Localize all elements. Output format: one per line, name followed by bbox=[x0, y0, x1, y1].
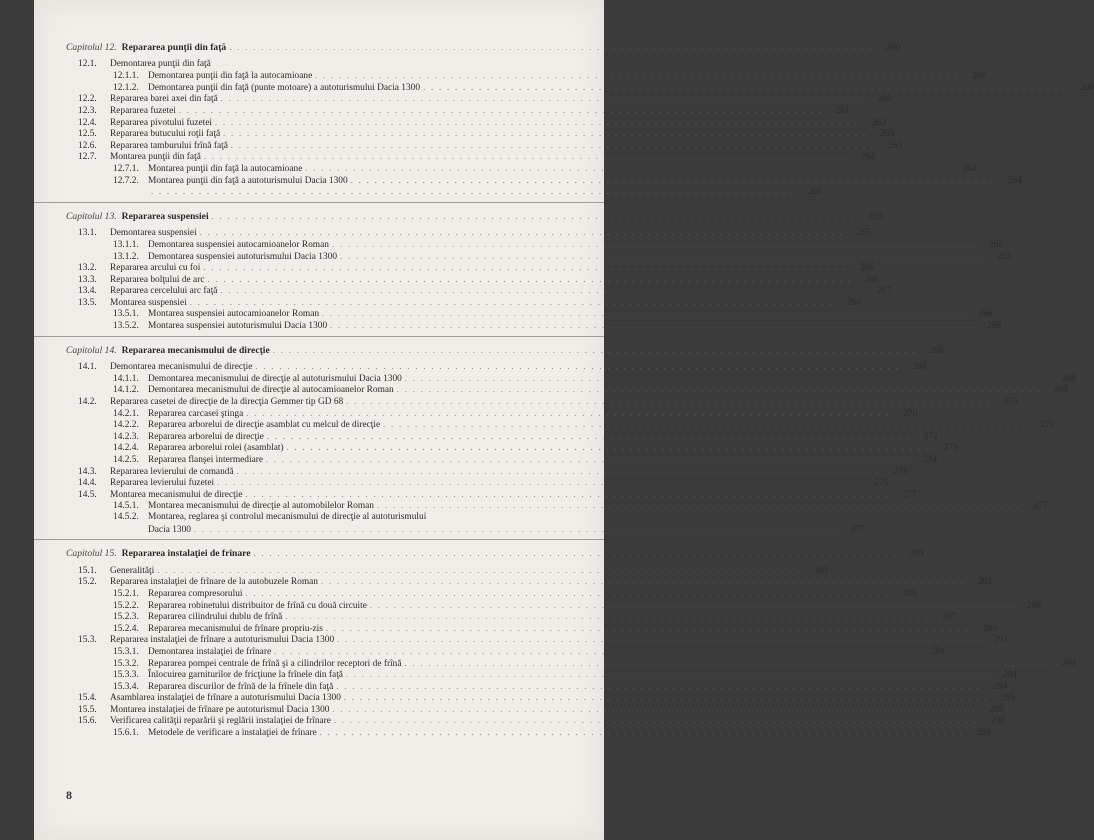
toc-subsection-entry bbox=[34, 727, 991, 739]
leader-dots: . . . . . . . . . . . . . . . . . . . . . . . . . . . . . . . . . . . . . . . . . . . . . . . . . . . . . . . . . . . . . . . . . . . . . . . . . . . . . . . . . bbox=[178, 105, 823, 115]
leader-dots: . . . . . . . . . . . . . . . . . . . . . . . . . . . . . . . . . . . . . . . . . . . . . . . . . . . . . . . . . . . . . . . . . . . . . . . . . . . . . . . . . bbox=[336, 681, 981, 691]
entry-number: 15.5. bbox=[78, 704, 97, 715]
entry-page: 273 bbox=[943, 443, 958, 454]
leader-dots: . . . . . . . . . . . . . . . . . . . . . . . . . . . . . . . . . . . . . . . . . . . . . . . . . . . . . . . . . . . . . . . . . . . . . . . . . . . . . . . . . bbox=[266, 431, 911, 441]
entry-page: 283 bbox=[977, 577, 992, 588]
table-of-contents bbox=[34, 40, 1094, 743]
entry-title: Repararea carcasei ştinga bbox=[148, 408, 244, 419]
entry-number: 13.2. bbox=[78, 263, 97, 274]
leader-dots: . . . . . . . . . . . . . . . . . . . . . . . . . . . . . . . . . . . . . . . . . . . . . . . . . . . . . . . . . . . . . . . . . . . . . . . . . . . . . . . . . bbox=[330, 321, 975, 331]
chapter-title: Repararea instalaţiei de frînare bbox=[121, 548, 251, 560]
entry-page: 271 bbox=[1040, 420, 1055, 431]
leader-dots: . . . . . . . . . . . . . . . . . . . . . . . . . . . . . . . . . . . . . . . . . . . . . . . . . . . . . . . . . . . . . . . . . . . . . . . . . . . . . . . . . bbox=[305, 163, 950, 173]
toc-subsection-entry bbox=[34, 600, 1041, 612]
entry-title: Demontarea mecanismului de direcţie al autocamioanelor Roman bbox=[148, 385, 394, 396]
entry-title: Înlocuirea garniturilor de fricţiune la frînele din faţă bbox=[148, 670, 343, 681]
toc-section-entry bbox=[34, 396, 1018, 408]
entry-title: Repararea arborelui rolei (asamblat) bbox=[148, 443, 284, 454]
entry-page: 272 bbox=[923, 431, 938, 442]
entry-title: Repararea discurilor de frînă de la frînele din faţă bbox=[148, 681, 334, 692]
toc-section-entry bbox=[34, 297, 861, 309]
leader-dots: . . . . . . . . . . . . . . . . . . . . . . . . . . . . . . . . . . . . . . . . . . . . . . . . . . . . . . . . . . . . . . . . . . . . . . . . . . . . . . . . . bbox=[350, 175, 995, 185]
entry-page: 267 bbox=[877, 286, 892, 297]
chapter-heading bbox=[34, 344, 944, 357]
entry-number: 12.7. bbox=[78, 152, 97, 163]
entry-page: 276 bbox=[874, 478, 889, 489]
toc-subsection-entry bbox=[34, 431, 938, 443]
entry-number: 15.2.3. bbox=[113, 612, 139, 623]
entry-title: Repararea levierului de comandă bbox=[110, 466, 234, 477]
leader-dots: . . . . . . . . . . . . . . . . . . . . . . . . . . . . . . . . . . . . . . . . . . . . . . . . . . . . . . . . . . . . . . . . . . . . . . . . . . . . . . . . . bbox=[203, 152, 848, 162]
chapter-heading bbox=[34, 548, 925, 560]
leader-dots: . . . . . . . . . . . . . . . . . . . . . . . . . . . . . . . . . . . . . . . . . . . . . . . . . . . . . . . . . . . . . . . . . . . . . . . . . . . . . . . . . bbox=[255, 362, 900, 372]
entry-number: 13.5.2. bbox=[113, 321, 139, 332]
entry-title: Demontarea punţii din faţă (punte motoare) a autoturismului Dacia 1300 bbox=[148, 82, 421, 93]
chapter-label: Capitolul 12. bbox=[66, 42, 117, 53]
book-page bbox=[34, 0, 1094, 840]
entry-page: 268 bbox=[846, 297, 861, 308]
chapter-section bbox=[34, 548, 1076, 743]
entry-number: 12.3. bbox=[78, 105, 97, 116]
leader-dots: . . . . . . . . . . . . . . . . . . . . . . . . . . . . . . . . . . . . . . . . . . . . . . . . . . . . . . . . . . . . . . . . . . . . . . . . . . . . . . . . . bbox=[253, 549, 898, 559]
entry-number: 13.1.1. bbox=[113, 239, 139, 250]
entry-number: 14.3. bbox=[78, 466, 97, 477]
entry-title: Repararea cilindrului dublu de frînă bbox=[148, 612, 283, 623]
entry-page: 283 bbox=[902, 588, 917, 599]
entry-number: 12.2. bbox=[78, 94, 97, 105]
toc-section-entry bbox=[34, 361, 927, 373]
toc-subsection-entry bbox=[34, 512, 604, 524]
leader-dots: . . . . . . . . . . . . . . . . . . . . . . . . . . . . . . . . . . . . . . . . . . . . . . . . . . . . . . . . . . . . . . . . . . . . . . . . . . . . . . . . . bbox=[230, 140, 875, 150]
chapter-section bbox=[34, 344, 1076, 541]
entry-page: 268 bbox=[912, 362, 927, 373]
entry-title: Montarea punţii din faţă bbox=[110, 152, 201, 163]
entry-page: 286 bbox=[1026, 600, 1041, 611]
toc-subsection-entry bbox=[34, 384, 1068, 396]
toc-subsection-entry bbox=[34, 500, 1048, 512]
entry-page: 260 bbox=[972, 71, 987, 82]
chapter-title: Repararea punţii din faţă bbox=[121, 42, 227, 53]
entry-number: 13.3. bbox=[78, 274, 97, 285]
entry-page: 268 bbox=[978, 309, 994, 320]
leader-dots: . . . . . . . . . . . . . . . . . . . . . . . . . . . . . . . . . . . . . . . . . . . . . . . . . . . . . . . . . . . . . . . . . . . . . . . . . . . . . . . . . bbox=[322, 309, 967, 319]
entry-number: 15.3.3. bbox=[113, 670, 139, 681]
entry-title: Montarea suspensiei autocamioanelor Roman bbox=[148, 309, 320, 320]
entry-title: Repararea robinetului distribuitor de frînă cu două circuite bbox=[148, 600, 367, 611]
entry-title: Dacia 1300 bbox=[148, 524, 191, 535]
entry-number: 14.2.4. bbox=[113, 443, 139, 454]
leader-dots: . . . . . . . . . . . . . . . . . . . . . . . . . . . . . . . . . . . . . . . . . . . . . . . . . . . . . . . . . . . . . . . . . . . . . . . . . . . . . . . . . bbox=[337, 635, 982, 645]
toc-subsection-entry bbox=[34, 419, 1055, 431]
entry-page: 263 bbox=[880, 129, 895, 140]
toc-section-entry bbox=[34, 227, 871, 239]
entry-title: Repararea compresorului bbox=[148, 588, 243, 599]
toc-subsection-entry bbox=[34, 611, 957, 623]
entry-page: 281 bbox=[814, 565, 829, 576]
entry-page: 260 bbox=[877, 94, 892, 105]
entry-number: 12.5. bbox=[78, 129, 97, 140]
toc-subsection-entry bbox=[34, 442, 958, 454]
entry-title: Montarea suspensiei bbox=[110, 297, 187, 308]
toc-section-entry bbox=[34, 128, 895, 140]
entry-number: 15.3.4. bbox=[113, 681, 139, 692]
entry-page: 298 bbox=[990, 716, 1005, 727]
toc-section-entry bbox=[34, 692, 1015, 704]
leader-dots: . . . . . . . . . . . . . . . . . . . . . . . . . . . . . . . . . . . . . . . . . . . . . . . . . . . . . . . . . . . . . . . . . . . . . . . . . . . . . . . . . bbox=[199, 228, 844, 238]
toc-subsection-entry bbox=[34, 588, 917, 600]
toc-section-entry bbox=[34, 466, 908, 478]
entry-title: Repararea instalaţiei de frînare a autoturismului Dacia 1300 bbox=[110, 635, 335, 646]
leader-dots: . . . . . . . . . . . . . . . . . . . . . . . . . . . . . . . . . . . . . . . . . . . . . . . . . . . . . . . . . . . . . . . . . . . . . . . . . . . . . . . . . bbox=[193, 524, 838, 534]
toc-section-entry bbox=[34, 93, 892, 105]
entry-number: 14.1.1. bbox=[113, 373, 139, 384]
chapter-heading bbox=[34, 210, 883, 223]
entry-page: 264 bbox=[860, 152, 875, 163]
chapter-page: 260 bbox=[885, 42, 901, 53]
entry-title: Demontarea instalaţiei de frînare bbox=[148, 646, 272, 657]
entry-title: Repararea arcului cu foi bbox=[110, 263, 201, 274]
toc-section-entry bbox=[34, 262, 875, 274]
entry-title: Repararea flanşei intermediare bbox=[148, 455, 264, 465]
entry-page: 291 bbox=[994, 635, 1009, 646]
chapter-page: 281 bbox=[910, 548, 925, 560]
entry-page: 294 bbox=[1002, 670, 1017, 681]
toc-section-entry bbox=[34, 151, 875, 163]
leader-dots: . . . . . . . . . . . . . . . . . . . . . . . . . . . . . . . . . . . . . . . . . . . . . . . . . . . . . . . . . . . . . . . . . . . . . . . . . . . . . . . . . bbox=[345, 670, 990, 680]
entry-title: Demontarea mecanismului de direcţie al autoturismului Dacia 1300 bbox=[148, 373, 402, 384]
entry-page: 263 bbox=[887, 140, 902, 151]
leader-dots: . . . . . . . . . . . . . . . . . . . . . . . . . . . . . . . . . . . . . . . . . . . . . . . . . . . . . . . . . . . . . . . . . . . . . . . . . . . . . . . . . bbox=[223, 129, 868, 139]
entry-title: Montarea punţii din faţă a autoturismului Dacia 1300 bbox=[148, 175, 348, 186]
toc-subsection-entry bbox=[34, 251, 1012, 263]
entry-number: 13.5.1. bbox=[113, 309, 139, 320]
leader-dots: . . . . . . . . . . . . . . . . . . . . . . . . . . . . . . . . . . . . . . . . . . . . . . . . . . . . . . . . . . . . . . . . . . . . . . . . . . . . . . . . . bbox=[315, 71, 960, 81]
entry-title: Demontarea mecanismului de direcţie bbox=[110, 362, 253, 373]
entry-number: 15.2. bbox=[78, 577, 97, 588]
toc-subsection-entry bbox=[34, 646, 946, 658]
entry-number: 15.3.2. bbox=[113, 658, 139, 669]
entry-page: 295 bbox=[989, 704, 1004, 715]
leader-dots: . . . . . . . . . . . . . . . . . . . . . . . . . . . . . . . . . . . . . . . . . . . . . . . . . . . . . . . . . . . . . . . . . . . . . . . . . . . . . . . . . bbox=[207, 274, 852, 284]
entry-number: 12.1. bbox=[78, 58, 97, 69]
leader-dots: . . . . . . . . . . . . . . . . . . . . . . . . . . . . . . . . . . . . . . . . . . . . . . . . . . . . . . . . . . . . . . . . . . . . . . . . . . . . . . . . . bbox=[215, 117, 860, 127]
toc-subsection-entry bbox=[34, 163, 977, 175]
entry-title: Repararea levierului fuzetei bbox=[110, 478, 215, 489]
entry-title: Demontarea suspensiei autoturismului Dacia 1300 bbox=[148, 251, 338, 262]
entry-title: Demontarea punţii din faţă bbox=[110, 58, 211, 69]
entry-page: 287 bbox=[942, 612, 957, 623]
toc-section-entry bbox=[34, 634, 1009, 646]
entry-number: 15.3. bbox=[78, 635, 97, 646]
toc-section-entry bbox=[34, 715, 1005, 727]
entry-page: 266 bbox=[864, 274, 879, 285]
leader-dots: . . . . . . . . . . . . . . . . . . . . . . . . . . . . . . . . . . . . . . . . . . . . . . . . . . . . . . . . . . . . . . . . . . . . . . . . . . . . . . . . . bbox=[236, 466, 881, 476]
entry-title: Metodele de verificare a instalaţiei de frînare bbox=[148, 728, 317, 739]
entry-number: 14.2.3. bbox=[113, 431, 139, 442]
entry-page: 268 bbox=[987, 321, 1002, 332]
entry-title: Repararea barei axei din faţă bbox=[110, 94, 218, 105]
entry-number: 14.4. bbox=[78, 478, 97, 489]
leader-dots: . . . . . . . . . . . . . . . . . . . . . . . . . . . . . . . . . . . . . . . . . . . . . . . . . . . . . . . . . . . . . . . . . . . . . . . . . . . . . . . . . bbox=[151, 187, 795, 197]
toc-subsection-entry bbox=[34, 658, 1076, 670]
chapter-label: Capitolul 15. bbox=[66, 548, 117, 560]
entry-number: 12.1.1. bbox=[113, 71, 139, 82]
entry-page: 294 bbox=[993, 681, 1008, 692]
chapter-label: Capitolul 13. bbox=[66, 210, 117, 222]
leader-dots: . . . . . . . . . . . . . . . . . . . . . . . . . . . . . . . . . . . . . . . . . . . . . . . . . . . . . . . . . . . . . . . . . . . . . . . . . . . . . . . . . bbox=[376, 501, 1021, 511]
entry-page: 266 bbox=[860, 263, 875, 274]
toc-section-entry bbox=[34, 565, 829, 577]
entry-number: 12.4. bbox=[78, 117, 97, 128]
entry-number: 15.2.1. bbox=[113, 588, 139, 599]
toc-subsection-entry bbox=[34, 82, 1094, 94]
leader-dots: . . . . . . . . . . . . . . . . . . . . . . . . . . . . . . . . . . . . . . . . . . . . . . . . . . . . . . . . . . . . . . . . . . . . . . . . . . . . . . . . . bbox=[217, 478, 862, 488]
entry-page: 274 bbox=[922, 455, 938, 465]
leader-dots: . . . . . . . . . . . . . . . . . . . . . . . . . . . . . . . . . . . . . . . . . . . . . . . . . . . . . . . . . . . . . . . . . . . . . . . . . . . . . . . . . bbox=[220, 94, 865, 104]
leader-dots: . . . . . . . . . . . . . . . . . . . . . . . . . . . . . . . . . . . . . . . . . . . . . . . . . . . . . . . . . . . . . . . . . . . . . . . . . . . . . . . . . bbox=[203, 263, 848, 273]
leader-dots: . . . . . . . . . . . . . . . . . . . . . . . . . . . . . . . . . . . . . . . . . . . . . . . . . . . . . . . . . . . . . . . . . . . . . . . . . . . . . . . . . bbox=[396, 385, 1041, 395]
toc-subsection-entry bbox=[34, 669, 1017, 681]
entry-number: 14.1.2. bbox=[113, 385, 139, 396]
entry-title: Repararea mecanismului de frînare propriu-zis bbox=[148, 623, 323, 634]
leader-dots: . . . . . . . . . . . . . . . . . . . . . . . . . . . . . . . . . . . . . . . . . . . . . . . . . . . . . . . . . . . . . . . . . . . . . . . . . . . . . . . . . bbox=[246, 408, 891, 418]
entry-title: Demontarea suspensiei autocamioanelor Roman bbox=[148, 239, 329, 250]
entry-title: Demontarea punţii din faţă la autocamioane bbox=[148, 71, 313, 82]
entry-page: 295 bbox=[1000, 693, 1015, 704]
entry-number: 14.2.2. bbox=[113, 420, 139, 431]
leader-dots: . . . . . . . . . . . . . . . . . . . . . . . . . . . . . . . . . . . . . . . . . . . . . . . . . . . . . . . . . . . . . . . . . . . . . . . . . . . . . . . . . bbox=[220, 286, 865, 296]
entry-title: Repararea fuzetei bbox=[110, 105, 176, 116]
toc-subsection-entry bbox=[34, 373, 1076, 385]
entry-page: 277 bbox=[850, 524, 865, 535]
leader-dots: . . . . . . . . . . . . . . . . . . . . . . . . . . . . . . . . . . . . . . . . . . . . . . . . . . . . . . . . . . . . . . . . . . . . . . . . . . . . . . . . . bbox=[245, 588, 890, 598]
leader-dots: . . . . . . . . . . . . . . . . . . . . . . . . . . . . . . . . . . . . . . . . . . . . . . . . . . . . . . . . . . . . . . . . . . . . . . . . . . . . . . . . . bbox=[286, 443, 931, 453]
entry-page: 260 bbox=[1080, 82, 1094, 93]
leader-dots: . . . . . . . . . . . . . . . . . . . . . . . . . . . . . . . . . . . . . . . . . . . . . . . . . . . . . . . . . . . . . . . . . . . . . . . . . . . . . . . . . bbox=[404, 658, 1049, 668]
toc-section-entry bbox=[34, 59, 604, 71]
leader-dots: . . . . . . . . . . . . . . . . . . . . . . . . . . . . . . . . . . . . . . . . . . . . . . . . . . . . . . . . . . . . . . . . . . . . . . . . . . . . . . . . . bbox=[343, 693, 988, 703]
chapter-section bbox=[34, 210, 1012, 337]
entry-title: Repararea tamburului frînă faţă bbox=[110, 140, 228, 151]
entry-number: 12.7.2. bbox=[113, 175, 139, 186]
toc-subsection-entry bbox=[34, 681, 1008, 693]
entry-number: 13.5. bbox=[78, 297, 97, 308]
entry-page: 270 bbox=[1003, 397, 1018, 408]
entry-page: 264 bbox=[1007, 175, 1022, 186]
entry-number: 14.5. bbox=[78, 489, 97, 500]
entry-title: Repararea arborelui de direcţie asamblat cu melcul de direcţie bbox=[148, 420, 381, 431]
toc-subsection-entry bbox=[34, 186, 822, 198]
toc-subsection-entry bbox=[34, 70, 987, 82]
toc-section-entry bbox=[34, 576, 992, 588]
entry-number: 15.2.2. bbox=[113, 600, 139, 611]
chapter-section bbox=[34, 42, 1094, 203]
entry-number: 15.6. bbox=[78, 716, 97, 727]
toc-section-entry bbox=[34, 105, 850, 117]
leader-dots: . . . . . . . . . . . . . . . . . . . . . . . . . . . . . . . . . . . . . . . . . . . . . . . . . . . . . . . . . . . . . . . . . . . . . . . . . . . . . . . . . bbox=[272, 345, 917, 355]
toc-section-entry bbox=[34, 140, 902, 152]
leader-dots: . . . . . . . . . . . . . . . . . . . . . . . . . . . . . . . . . . . . . . . . . . . . . . . . . . . . . . . . . . . . . . . . . . . . . . . . . . . . . . . . . bbox=[333, 716, 978, 726]
entry-title: Montarea suspensiei autoturismului Dacia 1300 bbox=[148, 321, 328, 332]
toc-subsection-entry bbox=[34, 524, 865, 536]
entry-title: Montarea instalaţiei de frînare pe autoturismul Dacia 1300 bbox=[110, 704, 330, 715]
entry-title: Repararea bolţului de arc bbox=[110, 274, 205, 285]
entry-title: Repararea instalaţiei de frînare de la autobuzele Roman bbox=[110, 577, 318, 588]
entry-title: Verificarea calităţii reparării şi reglării instalaţiei de frînare bbox=[110, 716, 331, 727]
entry-page: 264 bbox=[962, 163, 977, 174]
entry-number: 15.3.1. bbox=[113, 646, 139, 657]
entry-page: 270 bbox=[903, 408, 918, 419]
leader-dots: . . . . . . . . . . . . . . . . . . . . . . . . . . . . . . . . . . . . . . . . . . . . . . . . . . . . . . . . . . . . . . . . . . . . . . . . . . . . . . . . . bbox=[245, 489, 890, 499]
entry-number: 14.2.5. bbox=[113, 455, 139, 465]
entry-page: 261 bbox=[835, 105, 850, 116]
entry-number: 12.1.2. bbox=[113, 82, 139, 93]
toc-section-entry bbox=[34, 285, 892, 297]
chapter-page: 268 bbox=[929, 344, 944, 356]
leader-dots: . . . . . . . . . . . . . . . . . . . . . . . . . . . . . . . . . . . . . . . . . . . . . . . . . . . . . . . . . . . . . . . . . . . . . . . . . . . . . . . . . bbox=[229, 43, 874, 52]
entry-number: 14.1. bbox=[78, 362, 97, 373]
entry-number: 13.1.2. bbox=[113, 251, 139, 262]
entry-number: 12.6. bbox=[78, 140, 97, 151]
entry-page: 265 bbox=[856, 228, 871, 239]
entry-number: 13.4. bbox=[78, 286, 97, 297]
entry-title: Asamblarea instalaţiei de frînare a autoturismului Dacia 1300 bbox=[110, 693, 341, 704]
leader-dots: . . . . . . . . . . . . . . . . . . . . . . . . . . . . . . . . . . . . . . . . . . . . . . . . . . . . . . . . . . . . . . . . . . . . . . . . . . . . . . . . . bbox=[189, 297, 834, 307]
entry-page: 269 bbox=[1053, 385, 1068, 396]
entry-page: 293 bbox=[1061, 658, 1076, 669]
entry-page: 289 bbox=[982, 623, 997, 634]
chapter-title: Repararea suspensiei bbox=[121, 210, 209, 222]
page-number: 8 bbox=[66, 788, 72, 802]
toc-subsection-entry bbox=[34, 623, 997, 635]
leader-dots: . . . . . . . . . . . . . . . . . . . . . . . . . . . . . . . . . . . . . . . . . . . . . . . . . . . . . . . . . . . . . . . . . . . . . . . . . . . . . . . . . bbox=[325, 623, 970, 633]
entry-page: 277 bbox=[902, 489, 917, 500]
chapter-page: 265 bbox=[868, 210, 883, 222]
entry-title: Repararea butucului roţii faţă bbox=[110, 129, 221, 140]
entry-number: 15.2.4. bbox=[113, 623, 139, 634]
entry-page: 275 bbox=[893, 466, 908, 477]
leader-dots: . . . . . . . . . . . . . . . . . . . . . . . . . . . . . . . . . . . . . . . . . . . . . . . . . . . . . . . . . . . . . . . . . . . . . . . . . . . . . . . . . bbox=[157, 565, 802, 575]
leader-dots: . . . . . . . . . . . . . . . . . . . . . . . . . . . . . . . . . . . . . . . . . . . . . . . . . . . . . . . . . . . . . . . . . . . . . . . . . . . . . . . . . bbox=[423, 82, 1068, 92]
entry-title: Montarea mecanismului de direcţie bbox=[110, 489, 243, 500]
leader-dots: . . . . . . . . . . . . . . . . . . . . . . . . . . . . . . . . . . . . . . . . . . . . . . . . . . . . . . . . . . . . . . . . . . . . . . . . . . . . . . . . . bbox=[211, 211, 856, 221]
entry-number: 14.2.1. bbox=[113, 408, 139, 419]
entry-number: 14.2. bbox=[78, 397, 97, 408]
entry-page: 262 bbox=[871, 117, 887, 128]
toc-section-entry bbox=[34, 274, 879, 286]
toc-section-entry bbox=[34, 117, 887, 129]
entry-number: 14.5.1. bbox=[113, 501, 139, 512]
entry-page: 265 bbox=[807, 187, 822, 198]
entry-number: 12.7.1. bbox=[113, 163, 139, 174]
leader-dots: . . . . . . . . . . . . . . . . . . . . . . . . . . . . . . . . . . . . . . . . . . . . . . . . . . . . . . . . . . . . . . . . . . . . . . . . . . . . . . . . . bbox=[266, 455, 911, 464]
leader-dots: . . . . . . . . . . . . . . . . . . . . . . . . . . . . . . . . . . . . . . . . . . . . . . . . . . . . . . . . . . . . . . . . . . . . . . . . . . . . . . . . . bbox=[340, 251, 985, 261]
toc-section-entry bbox=[34, 477, 889, 489]
entry-title: Repararea cercelului arc faţă bbox=[110, 286, 218, 297]
entry-page: 265 bbox=[988, 239, 1003, 250]
leader-dots: . . . . . . . . . . . . . . . . . . . . . . . . . . . . . . . . . . . . . . . . . . . . . . . . . . . . . . . . . . . . . . . . . . . . . . . . . . . . . . . . . bbox=[319, 728, 964, 738]
toc-subsection-entry bbox=[34, 320, 1002, 332]
leader-dots: . . . . . . . . . . . . . . . . . . . . . . . . . . . . . . . . . . . . . . . . . . . . . . . . . . . . . . . . . . . . . . . . . . . . . . . . . . . . . . . . . bbox=[346, 397, 991, 407]
chapter-heading bbox=[34, 42, 901, 54]
entry-title: Repararea pompei centrale de frînă şi a cilindrilor receptori de frînă bbox=[148, 658, 402, 669]
entry-number: 14.5.2. bbox=[113, 511, 139, 522]
entry-number: 15.4. bbox=[78, 693, 97, 704]
toc-subsection-entry bbox=[34, 308, 994, 320]
entry-title: Demontarea suspensiei bbox=[110, 228, 197, 239]
entry-page: 265 bbox=[996, 251, 1012, 262]
entry-title: Montarea punţii din faţă la autocamioane bbox=[148, 163, 303, 174]
chapter-label: Capitolul 14. bbox=[66, 344, 117, 356]
entry-page: 268 bbox=[1061, 373, 1076, 384]
chapter-title: Repararea mecanismului de direcţie bbox=[121, 344, 270, 356]
toc-subsection-entry bbox=[34, 239, 1003, 251]
leader-dots: . . . . . . . . . . . . . . . . . . . . . . . . . . . . . . . . . . . . . . . . . . . . . . . . . . . . . . . . . . . . . . . . . . . . . . . . . . . . . . . . . bbox=[369, 600, 1014, 610]
toc-subsection-entry bbox=[34, 454, 938, 466]
entry-number: 15.1. bbox=[78, 565, 97, 576]
toc-subsection-entry bbox=[34, 408, 918, 420]
entry-title: Repararea pivotului fuzetei bbox=[110, 117, 213, 128]
entry-title: Repararea arborelui de direcţie bbox=[148, 431, 264, 442]
leader-dots: . . . . . . . . . . . . . . . . . . . . . . . . . . . . . . . . . . . . . . . . . . . . . . . . . . . . . . . . . . . . . . . . . . . . . . . . . . . . . . . . . bbox=[383, 420, 1028, 430]
leader-dots: . . . . . . . . . . . . . . . . . . . . . . . . . . . . . . . . . . . . . . . . . . . . . . . . . . . . . . . . . . . . . . . . . . . . . . . . . . . . . . . . . bbox=[274, 646, 919, 656]
entry-page: 298 bbox=[976, 728, 991, 739]
leader-dots: . . . . . . . . . . . . . . . . . . . . . . . . . . . . . . . . . . . . . . . . . . . . . . . . . . . . . . . . . . . . . . . . . . . . . . . . . . . . . . . . . bbox=[332, 704, 977, 714]
leader-dots: . . . . . . . . . . . . . . . . . . . . . . . . . . . . . . . . . . . . . . . . . . . . . . . . . . . . . . . . . . . . . . . . . . . . . . . . . . . . . . . . . bbox=[320, 577, 965, 587]
entry-page: 277 bbox=[1033, 501, 1048, 512]
leader-dots: . . . . . . . . . . . . . . . . . . . . . . . . . . . . . . . . . . . . . . . . . . . . . . . . . . . . . . . . . . . . . . . . . . . . . . . . . . . . . . . . . bbox=[404, 373, 1049, 383]
entry-page: 291 bbox=[931, 646, 946, 657]
entry-title: Repararea casetei de direcţie de la direcţia Gemmer tip GD 68 bbox=[110, 397, 344, 408]
toc-subsection-entry bbox=[34, 175, 1022, 187]
leader-dots: . . . . . . . . . . . . . . . . . . . . . . . . . . . . . . . . . . . . . . . . . . . . . . . . . . . . . . . . . . . . . . . . . . . . . . . . . . . . . . . . . bbox=[331, 239, 976, 249]
entry-title: Montarea mecanismului de direcţie al automobilelor Roman bbox=[148, 501, 374, 512]
entry-number: 13.1. bbox=[78, 228, 97, 239]
entry-number: 15.6.1. bbox=[113, 728, 139, 739]
leader-dots: . . . . . . . . . . . . . . . . . . . . . . . . . . . . . . . . . . . . . . . . . . . . . . . . . . . . . . . . . . . . . . . . . . . . . . . . . . . . . . . . . bbox=[285, 612, 930, 622]
entry-title: Montarea, reglarea şi controlul mecanismului de direcţie al autoturismului bbox=[148, 511, 427, 522]
toc-section-entry bbox=[34, 704, 1004, 716]
entry-title: Generalităţi bbox=[110, 565, 155, 576]
toc-section-entry bbox=[34, 489, 917, 501]
